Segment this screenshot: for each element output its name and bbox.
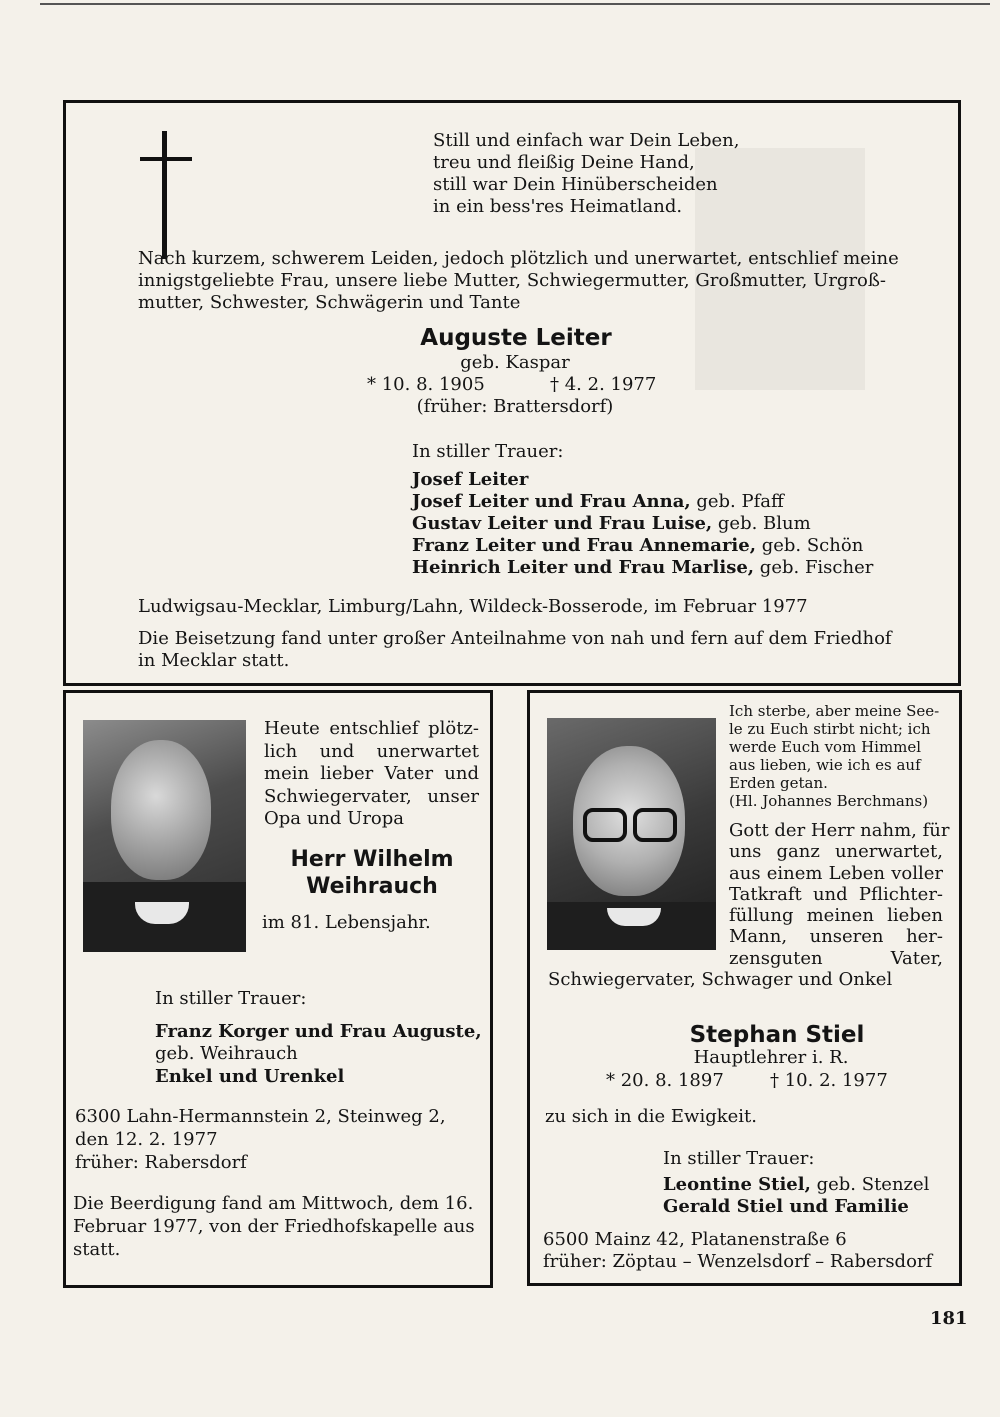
mourner: Josef Leiter und Frau Anna, geb. Pfaff [412, 491, 784, 512]
burial-note: in Mecklar statt. [138, 650, 290, 671]
funeral-note: Die Beerdigung fand am Mittwoch, dem 16. [73, 1193, 474, 1214]
mourner: Franz Korger und Frau Auguste, [155, 1021, 482, 1042]
mourning-label: In stiller Trauer: [412, 441, 564, 462]
birth-date: * 20. 8. 1897 [606, 1070, 724, 1091]
death-date: † 10. 2. 1977 [770, 1070, 888, 1091]
cross-icon [162, 131, 167, 259]
intro-text: Gott der Herr nahm, für uns ganz unerwartet, aus einem Leben voller Tatkraft und Pflichter- füllung meinen lieben Mann, unseren her- zensguten Vater, [729, 820, 950, 969]
burial-note: Die Beisetzung fand unter großer Anteilnahme von nah und fern auf dem Friedhof [138, 628, 892, 649]
poem-line: in ein bess'res Heimatland. [433, 196, 683, 217]
deceased-name: Weihrauch [306, 874, 438, 899]
page-number: 181 [930, 1308, 968, 1329]
funeral-note: Februar 1977, von der Friedhofskapelle aus [73, 1216, 475, 1237]
mourner: Josef Leiter [412, 469, 529, 490]
deceased-name: Herr Wilhelm [290, 847, 454, 872]
intro-line: mutter, Schwester, Schwägerin und Tante [138, 292, 521, 313]
mourner: Enkel und Urenkel [155, 1066, 345, 1087]
portrait-photo [547, 718, 716, 950]
quote: Ich sterbe, aber meine See- le zu Euch stirbt nicht; ich werde Euch vom Himmel aus lieben, wie ich es auf Erden getan. (Hl. Johannes Berchmans) [729, 702, 944, 810]
professional-title: Hauptlehrer i. R. [693, 1047, 849, 1068]
address-line: 6500 Mainz 42, Platanenstraße 6 [543, 1229, 847, 1250]
intro-line: Nach kurzem, schwerem Leiden, jedoch plötzlich und unerwartet, entschlief meine [138, 248, 899, 269]
places-date: Ludwigsau-Mecklar, Limburg/Lahn, Wildeck-Bosserode, im Februar 1977 [138, 596, 808, 617]
deceased-name: Stephan Stiel [689, 1022, 865, 1048]
poem-line: Still und einfach war Dein Leben, [433, 130, 740, 151]
mourner: Gustav Leiter und Frau Luise, geb. Blum [412, 513, 811, 534]
mourner-maiden: geb. Weihrauch [155, 1043, 298, 1064]
maiden-name: geb. Kaspar [460, 352, 570, 373]
address-line: den 12. 2. 1977 [75, 1129, 218, 1150]
deceased-name: Auguste Leiter [420, 325, 612, 351]
quote-source: (Hl. Johannes Berchmans) [729, 792, 929, 810]
poem-line: treu und fleißig Deine Hand, [433, 152, 695, 173]
intro-line: innigstgeliebte Frau, unsere liebe Mutter, Schwiegermutter, Großmutter, Urgroß- [138, 270, 886, 291]
eternity-line: zu sich in die Ewigkeit. [545, 1106, 758, 1127]
mourner: Franz Leiter und Frau Annemarie, geb. Schön [412, 535, 864, 556]
poem-line: still war Dein Hinüberscheiden [433, 174, 718, 195]
address-line: früher: Rabersdorf [75, 1152, 247, 1173]
portrait-photo [83, 720, 246, 952]
address-line: früher: Zöptau – Wenzelsdorf – Rabersdorf [543, 1251, 933, 1272]
address-line: 6300 Lahn-Hermannstein 2, Steinweg 2, [75, 1106, 446, 1127]
mourner: Heinrich Leiter und Frau Marlise, geb. Fischer [412, 557, 874, 578]
mourning-label: In stiller Trauer: [155, 988, 307, 1009]
page-top-rule [40, 3, 990, 5]
death-date: † 4. 2. 1977 [550, 374, 657, 395]
funeral-note: statt. [73, 1239, 121, 1260]
mourning-label: In stiller Trauer: [663, 1148, 815, 1169]
former-residence: (früher: Brattersdorf) [416, 396, 614, 417]
birth-date: * 10. 8. 1905 [367, 374, 485, 395]
cross-icon-bar [140, 157, 192, 161]
age-note: im 81. Lebensjahr. [262, 912, 431, 933]
intro-text: Heute entschlief plötz- lich und unerwartet mein lieber Vater und Schwiegervater, unser Opa und Uropa [264, 718, 479, 829]
mourner: Gerald Stiel und Familie [663, 1196, 909, 1217]
intro-continuation: Schwiegervater, Schwager und Onkel [548, 969, 893, 990]
mourner: Leontine Stiel, geb. Stenzel [663, 1174, 930, 1195]
